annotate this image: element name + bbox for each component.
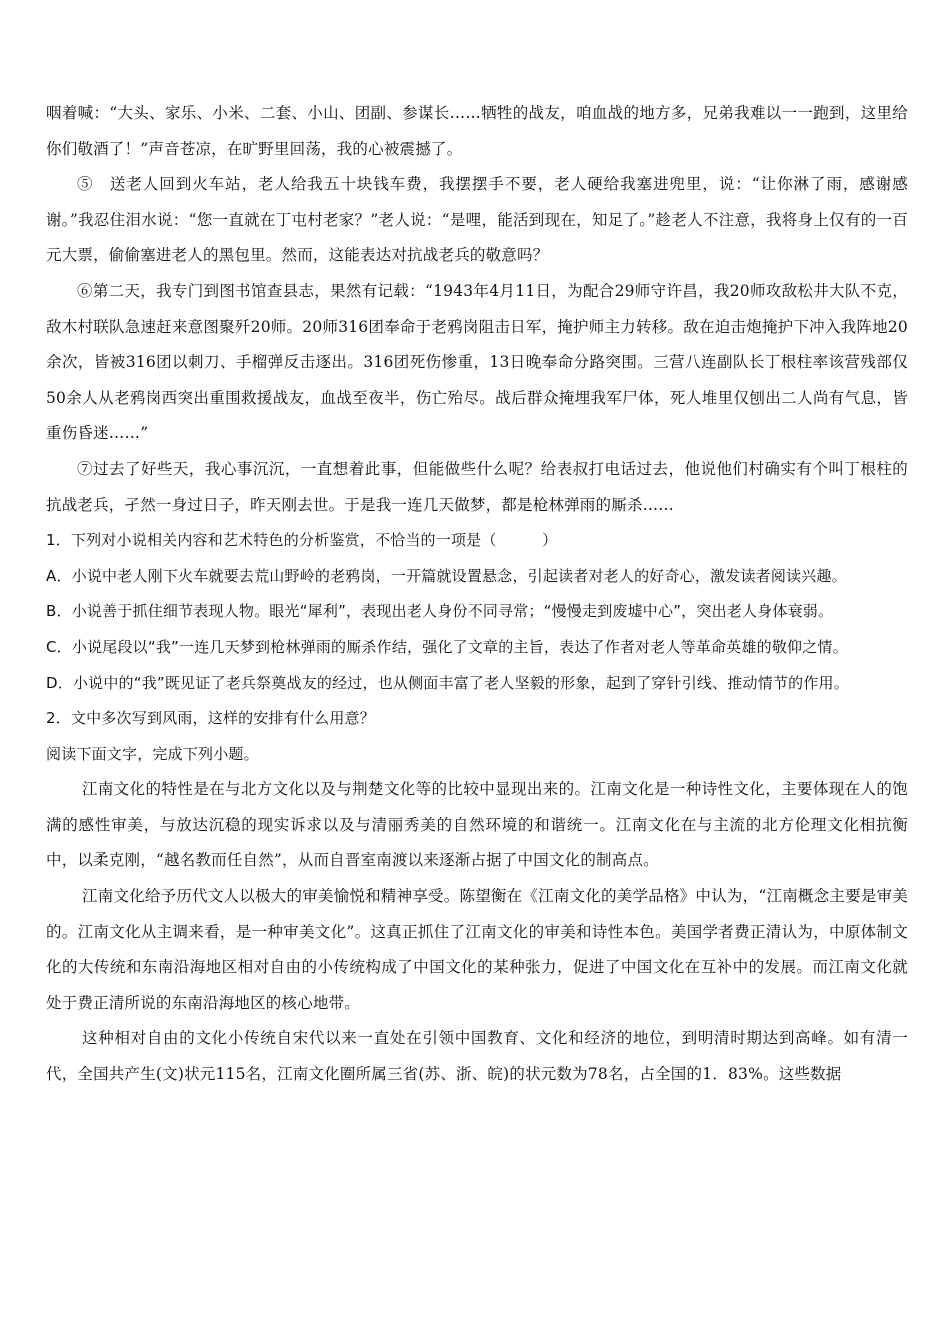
question-1-option-d: D．小说中的“我”既见证了老兵祭奠战友的经过，也从侧面丰富了老人坚毅的形象，起到了穿针引线、推动情节的作用。: [46, 673, 849, 692]
question-1-stem: 1．下列对小说相关内容和艺术特色的分析鉴赏，不恰当的一项是（ ）: [46, 531, 558, 550]
essay-paragraph-1: 江南文化的特性是在与北方文化以及与荆楚文化等的比较中显现出来的。江南文化是一种诗性文化，主要体现在人的饱满的感性审美，与放达沉稳的现实诉求以及与清丽秀美的自然环境的和谐统一。江南文化在与主流的北方伦理文化相抗衡中，以柔克刚，“越名教而任自然”，从而自晋室南渡以来逐渐占据了中国文化的制高点。: [46, 780, 908, 870]
story-paragraph-5: ⑤ 送老人回到火车站，老人给我五十块钱车费，我摆摆手不要，老人硬给我塞进兜里，说：“让你淋了雨，感谢感谢。”我忍住泪水说：“您一直就在丁屯村老家？”老人说：“是哩，能活到现在，知足了。”趁老人不注意，我将身上仅有的一百元大票，偷偷塞进老人的黑包里。然而，这能表达对抗战老兵的敬意吗？: [46, 175, 908, 265]
essay-paragraph-2: 江南文化给予历代文人以极大的审美愉悦和精神享受。陈望衡在《江南文化的美学品格》中认为，“江南概念主要是审美的。江南文化从主调来看，是一种审美文化”。这真正抓住了江南文化的审美和诗性本色。美国学者费正清认为，中原体制文化的大传统和东南沿海地区相对自由的小传统构成了中国文化的某种张力，促进了中国文化在互补中的发展。而江南文化就处于费正清所说的东南沿海地区的核心地带。: [46, 887, 908, 1012]
document-page: [46, 96, 908, 1093]
story-paragraph-4-tail: 咽着喊：“大头、家乐、小米、二套、小山、团副、参谋长……牺牲的战友，咱血战的地方多，兄弟我难以一一跑到，这里给你们敬酒了！”声音苍凉，在旷野里回荡，我的心被震撼了。: [46, 104, 908, 158]
story-paragraph-7: ⑦过去了好些天，我心事沉沉，一直想着此事，但能做些什么呢？给表叔打电话过去，他说他们村确实有个叫丁根柱的抗战老兵，孑然一身过日子，昨天刚去世。于是我一连几天做梦，都是枪林弹雨的厮杀……: [46, 459, 908, 514]
question-1-option-b: B．小说善于抓住细节表现人物。眼光“犀利”，表现出老人身份不同寻常；“慢慢走到废墟中心”，突出老人身体衰弱。: [46, 602, 834, 621]
question-1-option-a: A．小说中老人刚下火车就要去荒山野岭的老鸦岗，一开篇就设置悬念，引起读者对老人的好奇心，激发读者阅读兴趣。: [46, 566, 847, 585]
story-paragraph-6: ⑥第二天，我专门到图书馆查县志，果然有记载：“1943年4月11日，为配合29师守许昌，我20师攻敌松井大队不克，敌木村联队急速赶来意图聚歼20师。20师316团奉命于老鸦岗阻击日军，掩护师主力转移。敌在迫击炮掩护下冲入我阵地20余次，皆被316团以刺刀、手榴弹反击逐出。316团死伤惨重，13日晚奉命分路突围。三营八连副队长丁根柱率该营残部仅50余人从老鸦岗西突出重围救援战友，血战至夜半，伤亡殆尽。战后群众掩埋我军尸体，死人堆里仅刨出二人尚有气息，皆重伤昏迷……”: [46, 281, 908, 443]
question-1-option-c: C．小说尾段以“我”一连几天梦到枪林弹雨的厮杀作结，强化了文章的主旨，表达了作者对老人等革命英雄的敬仰之情。: [46, 637, 848, 656]
essay-paragraph-3: 这种相对自由的文化小传统自宋代以来一直处在引领中国教育、文化和经济的地位，到明清时期达到高峰。如有清一代，全国共产生(文)状元115名，江南文化圈所属三省(苏、浙、皖)的状元数为78名，占全国的1．83%。这些数据: [46, 1029, 908, 1084]
reading-instruction: 阅读下面文字，完成下列小题。: [46, 744, 259, 763]
question-2-stem: 2．文中多次写到风雨，这样的安排有什么用意？: [46, 709, 375, 728]
